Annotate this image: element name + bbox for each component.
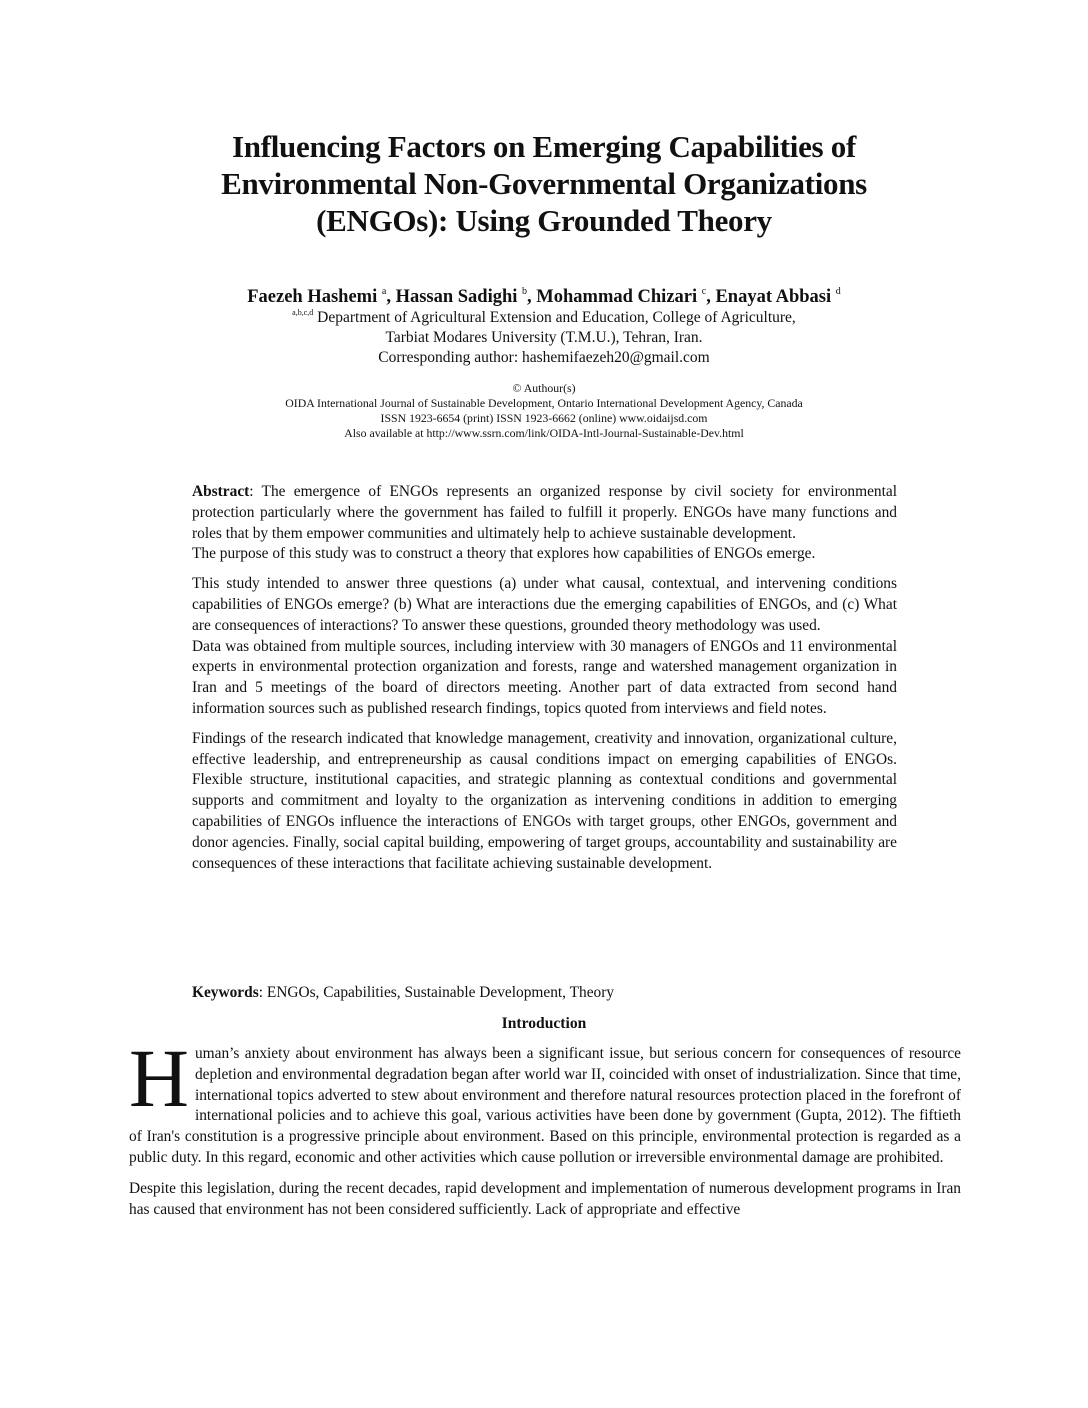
- author-name: Enayat Abbasi: [715, 287, 832, 307]
- copyright-notice: © Authour(s): [512, 381, 576, 395]
- keywords-line: [192, 984, 614, 1002]
- abstract-label: Abstract: [192, 483, 250, 500]
- section-heading-introduction: Introduction: [501, 1015, 587, 1032]
- author-separator: ,: [527, 287, 537, 307]
- paper-title: [150, 128, 938, 239]
- title-line: Influencing Factors on Emerging Capabilities of: [232, 129, 856, 164]
- corresponding-author: Corresponding author: hashemifaezeh20@gmail.com: [378, 349, 710, 366]
- author-affiliation-mark: d: [835, 286, 841, 297]
- author-name: Hassan Sadighi: [395, 287, 518, 307]
- author-affiliation-mark: a: [381, 286, 387, 297]
- author-affiliation-mark: b: [522, 286, 528, 297]
- intro-text: uman’s anxiety about environment has always been a significant issue, but serious concern for consequences of resource depletion and environmental degradation began after world war II, coincided with onset of industrialization. Since that time, international topics adverted to stew about environment and therefore natural resources protection placed in the forefront of international policies and to achieve this goal, various activities have been done by government (Gupta, 2012). The fiftieth of Iran's constitution is a progressive principle about environment. Based on this principle, environmental protection is regarded as a public duty. In this regard, economic and other activities which cause pollution or irreversible environmental damage are prohibited.: [129, 1045, 961, 1166]
- ssrn-link: Also available at http://www.ssrn.com/link/OIDA-Intl-Journal-Sustainable-Dev.html: [344, 426, 744, 440]
- introduction-section: [129, 1032, 961, 1220]
- author-name: Faezeh Hashemi: [247, 287, 378, 307]
- keywords-label: Keywords: [192, 984, 259, 1001]
- affiliation-marks: a,b,c,d: [292, 308, 314, 317]
- intro-paragraph: Despite this legislation, during the recent decades, rapid development and implementation of numerous development programs in Iran has caused that environment has not been considered sufficiently. Lack of appropriate and effective: [129, 1179, 961, 1218]
- author-name: Mohammad Chizari: [536, 287, 698, 307]
- journal-info: [150, 381, 938, 441]
- affiliation-university: Tarbiat Modares University (T.M.U.), Tehran, Iran.: [385, 329, 703, 346]
- author-separator: ,: [706, 287, 716, 307]
- abstract-paragraph: This study intended to answer three questions (a) under what causal, contextual, and intervening conditions capabilities of ENGOs emerge? (b) What are interactions due the emerging capabilities of ENGOs, and (c) What are consequences of interactions? To answer these questions, grounded theory methodology was used.: [192, 575, 897, 634]
- keywords-text: : ENGOs, Capabilities, Sustainable Development, Theory: [258, 984, 615, 1001]
- issn-line: ISSN 1923-6654 (print) ISSN 1923-6662 (online) www.oidaijsd.com: [380, 411, 708, 425]
- author-affiliation-mark: c: [701, 286, 707, 297]
- intro-paragraph: [129, 1032, 961, 1169]
- drop-cap: H: [129, 1032, 189, 1124]
- title-line: (ENGOs): Using Grounded Theory: [316, 203, 772, 238]
- abstract-paragraph: Data was obtained from multiple sources, including interview with 30 managers of ENGOs and 11 environmental experts in environmental protection organization and forests, range and watershed management organization in Iran and 5 meetings of the board of directors meeting. Another part of data extracted from second hand information sources such as published research findings, topics quoted from interviews and field notes.: [192, 637, 897, 717]
- abstract-section: [192, 482, 897, 874]
- abstract-paragraph: Findings of the research indicated that knowledge management, creativity and innovation, organizational culture, effective leadership, and entrepreneurship as causal conditions impact on emerging capabilities of ENGOs. Flexible structure, institutional capacities, and strategic planning as contextual conditions and governmental supports and commitment and loyalty to the organization as intervening conditions in addition to emerging capabilities of ENGOs influence the interactions of ENGOs with target groups, other ENGOs, government and donor agencies. Finally, social capital building, empowering of target groups, accountability and sustainability are consequences of these interactions that facilitate achieving sustainable development.: [192, 729, 897, 872]
- affiliation-department: Department of Agricultural Extension and Education, College of Agriculture,: [313, 309, 796, 326]
- title-line: Environmental Non-Governmental Organizations: [221, 166, 867, 201]
- affiliation-block: [150, 303, 938, 368]
- abstract-paragraph: [192, 482, 897, 544]
- abstract-text: : The emergence of ENGOs represents an organized response by civil society for environmental protection particularly where the government has failed to fulfill it properly. ENGOs have many functions and roles that by them empower communities and ultimately help to achieve sustainable development.: [192, 483, 897, 542]
- author-separator: ,: [386, 287, 396, 307]
- journal-name: OIDA International Journal of Sustainable Development, Ontario International Development Agency, Canada: [285, 396, 803, 410]
- abstract-paragraph: The purpose of this study was to construct a theory that explores how capabilities of ENGOs emerge.: [192, 545, 816, 563]
